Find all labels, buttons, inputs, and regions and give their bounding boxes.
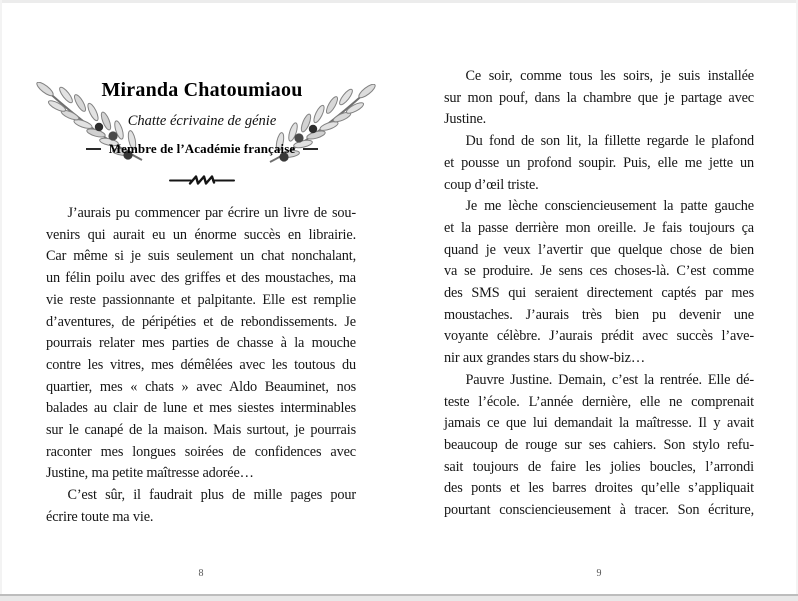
text-line: Du fond de son lit, la fillette regarde le plafond <box>465 133 754 150</box>
text-line: nir aux grandes stars du show-biz… <box>444 350 645 367</box>
text-line: écrire toute ma vie. <box>46 508 154 525</box>
text-line: Pauvre Justine. Demain, c’est la rentrée. Elle dé- <box>465 371 754 388</box>
dash-ornament <box>303 148 318 150</box>
text-line: Ce soir, comme tous les soirs, je suis installée <box>465 68 754 84</box>
text-line: un félin poilu avec des griffes et des moustaches, ma <box>46 270 356 287</box>
text-line: J’aurais pu commencer par écrire un livre de sou- <box>67 205 356 221</box>
text-line: et pousse un profond soupir. Puis, elle me jette un <box>444 154 754 171</box>
text-line: Je me lèche consciencieusement la patte gauche <box>465 198 754 215</box>
text-line: C’est sûr, il faudrait plus de mille pages pour <box>67 487 356 504</box>
author-title: Miranda Chatoumiaou <box>101 79 303 101</box>
text-line: jamais ce que lui demandait la maîtresse. Il y avait <box>444 415 754 432</box>
text-line: quand je veux l’avertir que quelque chose de bien <box>444 241 754 258</box>
text-line: Justine, ma petite maîtresse adorée… <box>46 465 254 482</box>
page-number-right: 9 <box>596 568 602 579</box>
text-line: sur le canapé de la maison. Mais surtout, je pourrais <box>46 422 356 439</box>
text-line: balades au clair de lune et mes siestes interminables <box>46 400 356 417</box>
page-edge-top <box>0 0 798 3</box>
text-line: sait toujours de faire les jolies boucles, l’arrondi <box>444 458 754 475</box>
text-line: pourrais relater mes parties de chasse à la mouche <box>46 335 356 352</box>
paragraph <box>444 66 754 131</box>
author-affiliation: Membre de l’Académie française <box>108 141 296 156</box>
page-edge-bottom-fill <box>0 596 798 601</box>
text-line: quartier, mes « chats » avec Aldo Beauminet, nos <box>46 378 356 395</box>
chapter-header <box>42 78 362 188</box>
text-line: teste l’école. L’année dernière, elle ne comprenait <box>444 393 754 410</box>
text-line: moustaches. J’aurais très bien pu devenir une <box>444 306 754 323</box>
author-subtitle: Chatte écrivaine de génie <box>127 113 277 129</box>
right-page-text <box>444 66 754 522</box>
text-line: d’aventures, de péripéties et de rebondissements. Je <box>46 313 356 330</box>
text-line: coup d’œil triste. <box>444 176 539 193</box>
text-line: raconter mes longues soirées de confidences avec <box>46 443 356 460</box>
page-number-left: 8 <box>198 568 204 579</box>
text-line: des SMS qui seraient directement captés par mes <box>444 285 754 302</box>
paragraph <box>444 131 754 196</box>
text-line: et la passe derrière mon oreille. Je fais toujours ça <box>444 219 754 236</box>
text-line: Justine. <box>444 111 487 128</box>
text-line: contre les vitres, mes démêlées avec les toutous du <box>46 356 356 373</box>
page-edge-left <box>0 0 2 601</box>
text-line: venirs qui aurait eu un énorme succès en librairie. <box>46 226 356 243</box>
affiliation-row <box>42 141 362 157</box>
text-line: beaucoup de rouge sur ses cahiers. Son stylo refu- <box>444 436 754 453</box>
paragraph <box>46 203 356 485</box>
text-line: va se produire. Je sens ces choses-là. C’est comme <box>444 263 754 280</box>
text-line: pourtant consciencieusement à tracer. Son écriture, <box>444 502 754 519</box>
paragraph <box>444 370 754 522</box>
text-line: sur mon pouf, dans la chambre que je partage avec <box>444 89 754 106</box>
paragraph <box>46 485 356 528</box>
text-line: Car même si je suis seulement un chat nonchalant, <box>46 248 356 265</box>
text-line: voyante célèbre. J’aurais prédit avec succès l’ave- <box>444 328 754 345</box>
left-page-text <box>46 203 356 529</box>
paragraph <box>444 196 754 370</box>
rope-twist-divider-icon <box>168 172 236 188</box>
text-line: vie reste passionnante et palpitante. Elle est remplie <box>46 291 356 308</box>
dash-ornament <box>86 148 101 150</box>
text-line: des ponts et les barres droites qu’elle s’appliquait <box>444 480 754 497</box>
